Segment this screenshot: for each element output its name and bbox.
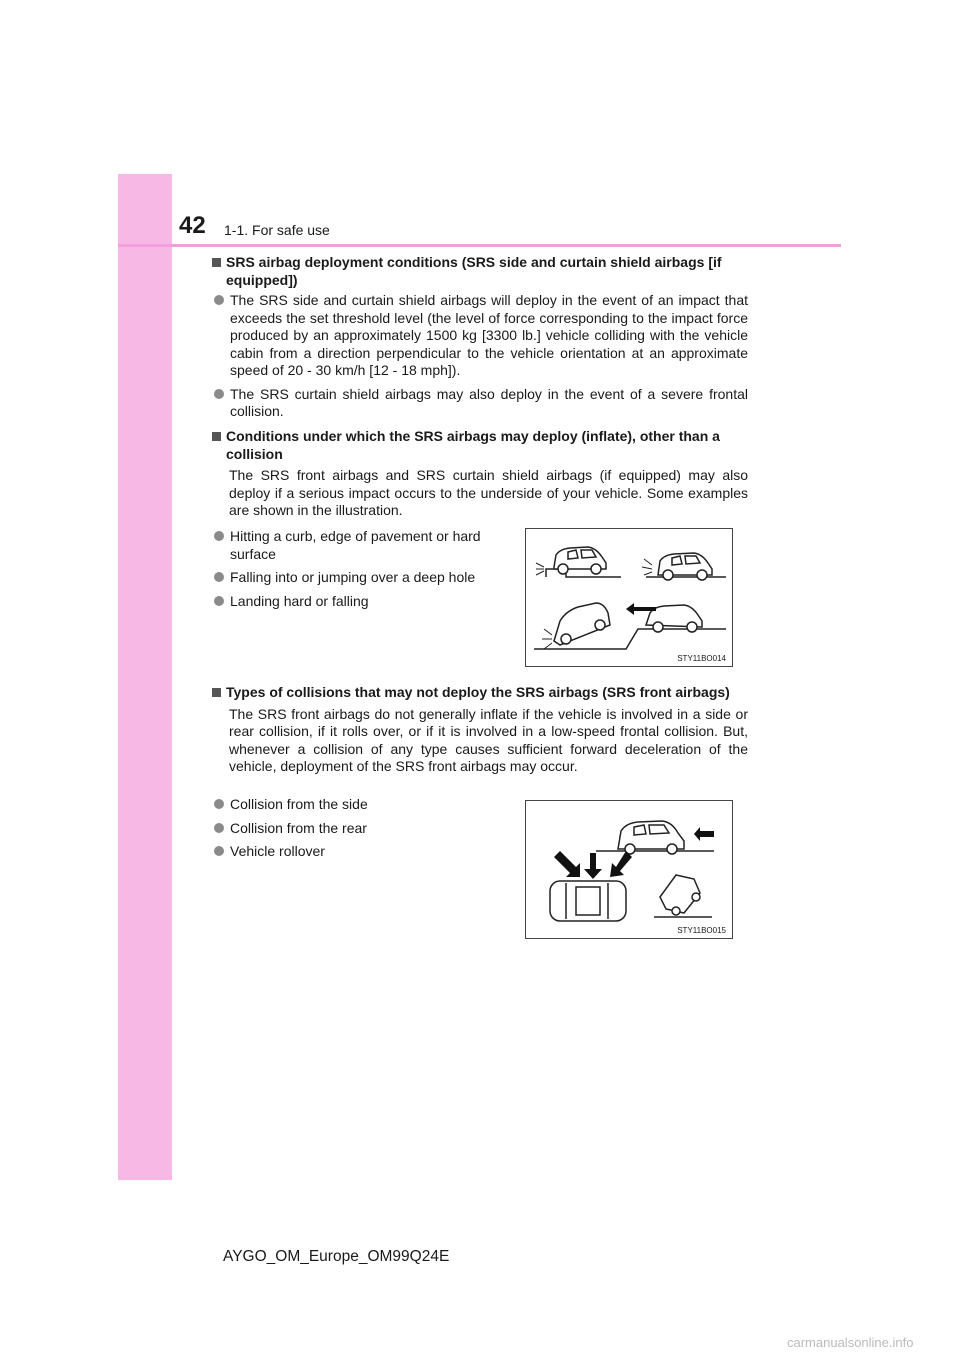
circle-bullet-icon [214, 846, 224, 856]
list-item: The SRS curtain shield airbags may also deploy in the event of a severe frontal collision. [212, 386, 748, 421]
paragraph: The SRS front airbags and SRS curtain shield airbags (if equipped) may also deploy if a serious impact occurs to the underside of your vehicle. Some examples are shown in the illustration. [229, 467, 748, 518]
circle-bullet-icon [214, 596, 224, 606]
heading-non-collision-deployment: Conditions under which the SRS airbags may deploy (inflate), other than a collision [212, 428, 748, 463]
document-footer: AYGO_OM_Europe_OM99Q24E [223, 1248, 450, 1265]
list-item: Hitting a curb, edge of pavement or hard surface [212, 528, 512, 563]
circle-bullet-icon [214, 572, 224, 582]
section-title: 1-1. For safe use [224, 222, 330, 238]
watermark: carmanualsonline.info [787, 1335, 914, 1350]
list-item: Vehicle rollover [212, 843, 512, 861]
circle-bullet-icon [214, 799, 224, 809]
page-number: 42 [179, 212, 206, 239]
collision-types-illustration [526, 801, 732, 938]
illustration-collision-types [525, 800, 733, 939]
header-rule [118, 244, 841, 247]
heading-non-deploy-collisions: Types of collisions that may not deploy the SRS airbags (SRS front airbags) [212, 684, 748, 702]
list-item: Landing hard or falling [212, 593, 512, 611]
list-collision-types [212, 796, 512, 861]
section-non-deploy-collisions [212, 684, 748, 776]
illustration-underbody-impacts [525, 528, 733, 667]
circle-bullet-icon [214, 531, 224, 541]
figure-code: STY11BO015 [677, 926, 726, 935]
circle-bullet-icon [214, 295, 224, 305]
circle-bullet-icon [214, 389, 224, 399]
underbody-impacts-illustration [526, 529, 732, 666]
chapter-tab-sidebar [118, 174, 172, 1180]
paragraph: The SRS front airbags do not generally inflate if the vehicle is involved in a side or rear collision, if it rolls over, or if it is involved in a low-speed frontal collision. But, whenever a collision of any type causes sufficient forward deceleration of the vehicle, deployment of the SRS front airbags may occur. [229, 705, 748, 774]
circle-bullet-icon [214, 823, 224, 833]
list-item: Collision from the side [212, 796, 512, 814]
figure-code: STY11BO014 [677, 654, 726, 663]
section-deployment-conditions [212, 254, 748, 421]
section-non-collision-deployment [212, 428, 748, 520]
square-bullet-icon [212, 258, 221, 267]
square-bullet-icon [212, 432, 221, 441]
list-item: Falling into or jumping over a deep hole [212, 569, 512, 587]
square-bullet-icon [212, 688, 221, 697]
list-item: The SRS side and curtain shield airbags will deploy in the event of an impact that exceeds the set threshold level (the level of force corresponding to the impact force produced by an approximately 1500 kg [3300 lb.] vehicle colliding with the vehicle cabin from a direction perpendicular to the vehicle orientation at an approximate speed of 20 - 30 km/h [12 - 18 mph]). [212, 292, 748, 380]
list-deployment-examples [212, 528, 512, 610]
list-item: Collision from the rear [212, 820, 512, 838]
heading-deployment-conditions: SRS airbag deployment conditions (SRS side and curtain shield airbags [if equipped]) [212, 254, 748, 289]
